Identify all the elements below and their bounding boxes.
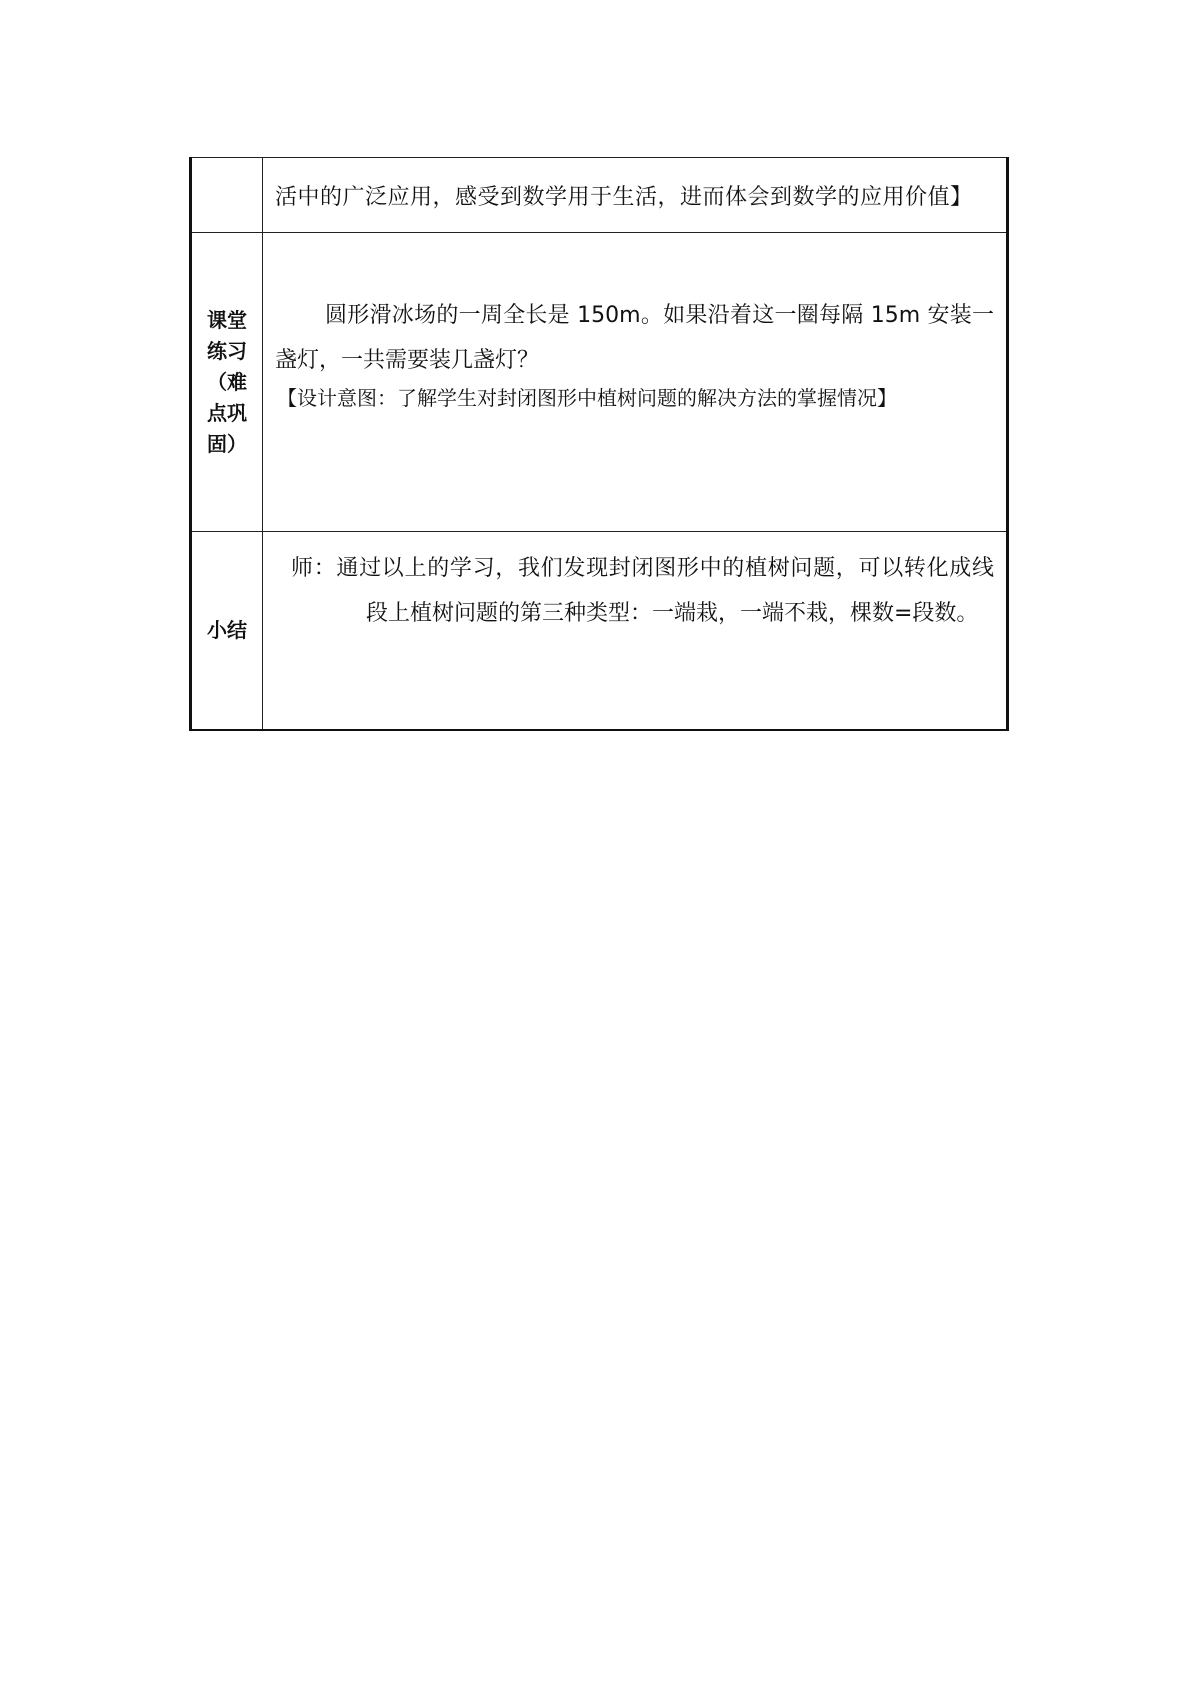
lesson-plan-table xyxy=(189,157,1009,731)
row-content-continuation xyxy=(263,158,1008,233)
summary-content xyxy=(263,532,1006,636)
table-row-practice xyxy=(191,233,1008,532)
row-label-continuation xyxy=(191,158,263,233)
practice-question: 圆形滑冰场的一周全长是 150m。如果沿着这一圈每隔 15m 安装一盏灯，一共需要装几盏灯？ xyxy=(275,303,994,373)
row-label-summary: 小结 xyxy=(191,532,263,731)
summary-text: 师：通过以上的学习，我们发现封闭图形中的植树问题，可以转化成线段上植树问题的第三种类型：一端栽，一端不栽，棵数=段数。 xyxy=(291,556,994,626)
row-content-summary xyxy=(263,532,1008,731)
row-label-practice xyxy=(191,233,263,532)
table-row-continuation xyxy=(191,158,1008,233)
practice-design-note: 【设计意图：了解学生对封闭图形中植树问题的解决方法的掌握情况】 xyxy=(277,386,897,410)
table-row-summary xyxy=(191,532,1008,731)
practice-content xyxy=(263,233,1006,531)
continuation-text: 活中的广泛应用，感受到数学用于生活，进而体会到数学的应用价值】 xyxy=(275,184,973,210)
row-content-practice xyxy=(263,233,1008,532)
practice-label: 课堂练习（难点巩固） xyxy=(207,307,247,456)
